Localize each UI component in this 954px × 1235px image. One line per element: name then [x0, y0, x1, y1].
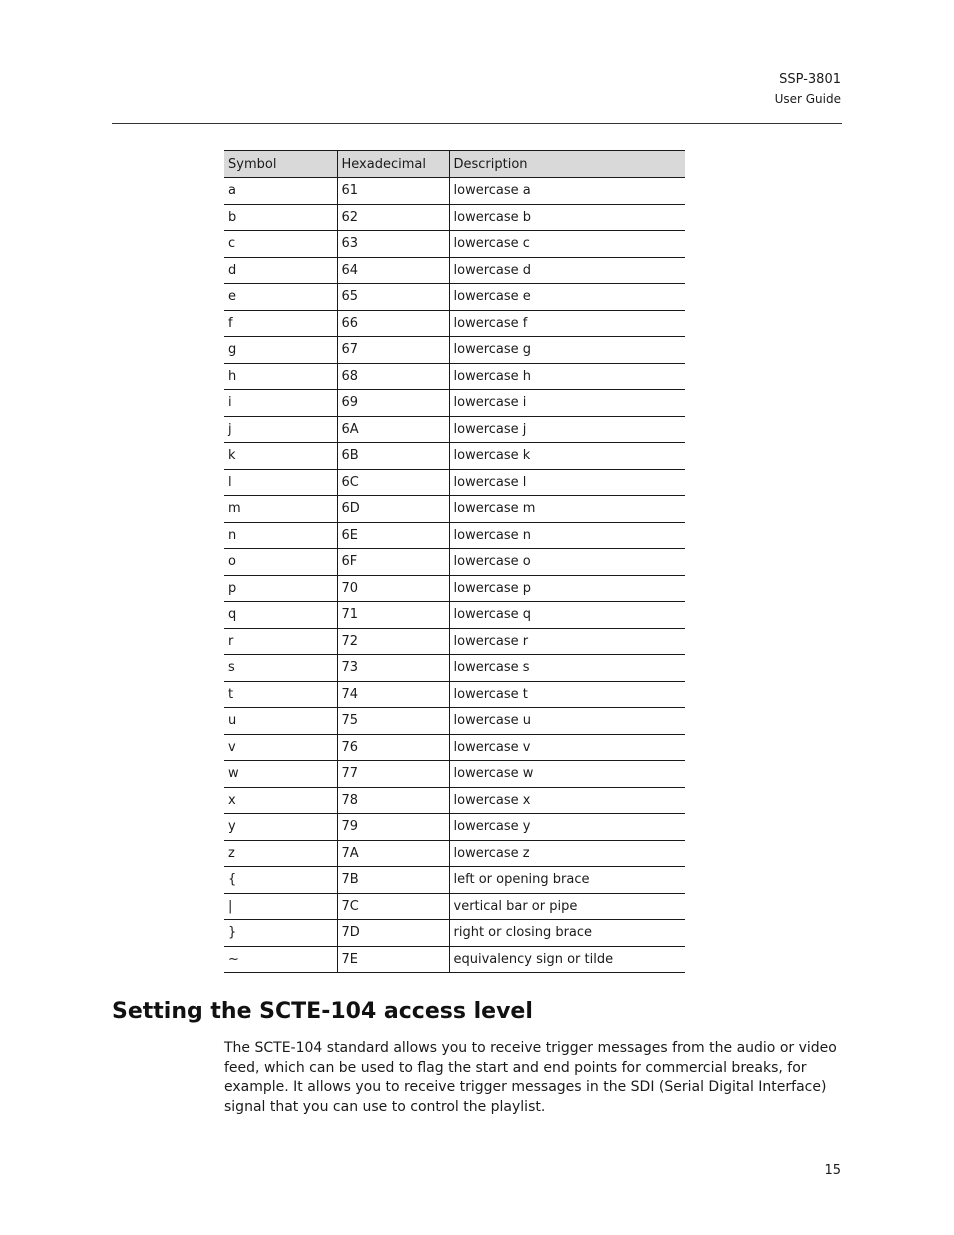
hex-cell: 65 — [337, 284, 449, 311]
table-row — [224, 522, 685, 549]
description-cell: lowercase q — [449, 602, 685, 629]
hex-cell: 6E — [337, 522, 449, 549]
description-cell: lowercase j — [449, 416, 685, 443]
table-row — [224, 681, 685, 708]
hex-cell: 73 — [337, 655, 449, 682]
table-row — [224, 655, 685, 682]
description-cell: lowercase o — [449, 549, 685, 576]
section-body-paragraph: The SCTE-104 standard allows you to receive trigger messages from the audio or video feed, which can be used to flag the start and end points for commercial breaks, for example. It allows you to receive trigger messages in the SDI (Serial Digital Interface) signal that you can use to control the playlist. — [224, 1040, 837, 1116]
hex-cell: 6D — [337, 496, 449, 523]
symbol-cell: { — [224, 867, 337, 894]
symbol-cell: t — [224, 681, 337, 708]
header-product-name: SSP-3801 — [779, 72, 841, 87]
description-cell: lowercase g — [449, 337, 685, 364]
column-header: Symbol — [224, 151, 337, 178]
hex-cell: 63 — [337, 231, 449, 258]
table-header — [224, 151, 685, 178]
table-row — [224, 575, 685, 602]
symbol-cell: q — [224, 602, 337, 629]
description-cell: lowercase a — [449, 178, 685, 205]
table-row — [224, 761, 685, 788]
hex-cell: 72 — [337, 628, 449, 655]
description-cell: lowercase k — [449, 443, 685, 470]
hex-cell: 6B — [337, 443, 449, 470]
description-cell: lowercase x — [449, 787, 685, 814]
description-cell: lowercase c — [449, 231, 685, 258]
character-code-table — [224, 150, 685, 973]
table-row — [224, 708, 685, 735]
table-row — [224, 363, 685, 390]
table-row — [224, 416, 685, 443]
description-cell: left or opening brace — [449, 867, 685, 894]
symbol-cell: b — [224, 204, 337, 231]
hex-cell: 7D — [337, 920, 449, 947]
hex-cell: 66 — [337, 310, 449, 337]
page-number: 15 — [824, 1163, 841, 1178]
hex-cell: 79 — [337, 814, 449, 841]
description-cell: equivalency sign or tilde — [449, 946, 685, 973]
symbol-cell: y — [224, 814, 337, 841]
column-header: Description — [449, 151, 685, 178]
table-row — [224, 946, 685, 973]
symbol-cell: l — [224, 469, 337, 496]
table-row — [224, 178, 685, 205]
symbol-cell: j — [224, 416, 337, 443]
symbol-cell: m — [224, 496, 337, 523]
hex-cell: 68 — [337, 363, 449, 390]
header-divider — [112, 123, 842, 124]
symbol-cell: w — [224, 761, 337, 788]
table-row — [224, 549, 685, 576]
hex-cell: 6F — [337, 549, 449, 576]
hex-cell: 64 — [337, 257, 449, 284]
hex-cell: 71 — [337, 602, 449, 629]
hex-cell: 77 — [337, 761, 449, 788]
header-document-name: User Guide — [774, 92, 841, 106]
hex-cell: 74 — [337, 681, 449, 708]
description-cell: lowercase d — [449, 257, 685, 284]
hex-cell: 7A — [337, 840, 449, 867]
hex-cell: 7C — [337, 893, 449, 920]
symbol-cell: x — [224, 787, 337, 814]
hex-cell: 75 — [337, 708, 449, 735]
table-row — [224, 284, 685, 311]
column-header: Hexadecimal — [337, 151, 449, 178]
table-row — [224, 469, 685, 496]
description-cell: lowercase z — [449, 840, 685, 867]
hex-cell: 7B — [337, 867, 449, 894]
hex-cell: 76 — [337, 734, 449, 761]
symbol-cell: r — [224, 628, 337, 655]
symbol-cell: n — [224, 522, 337, 549]
section-title: Setting the SCTE-104 access level — [112, 999, 533, 1024]
hex-cell: 69 — [337, 390, 449, 417]
description-cell: lowercase f — [449, 310, 685, 337]
table-row — [224, 310, 685, 337]
table-row — [224, 204, 685, 231]
description-cell: lowercase l — [449, 469, 685, 496]
description-cell: lowercase u — [449, 708, 685, 735]
symbol-cell: f — [224, 310, 337, 337]
hex-cell: 62 — [337, 204, 449, 231]
table-row — [224, 814, 685, 841]
hex-cell: 70 — [337, 575, 449, 602]
symbol-cell: a — [224, 178, 337, 205]
symbol-cell: s — [224, 655, 337, 682]
description-cell: vertical bar or pipe — [449, 893, 685, 920]
description-cell: lowercase t — [449, 681, 685, 708]
hex-cell: 6C — [337, 469, 449, 496]
symbol-cell: o — [224, 549, 337, 576]
description-cell: lowercase e — [449, 284, 685, 311]
hex-cell: 61 — [337, 178, 449, 205]
table-row — [224, 390, 685, 417]
hex-cell: 78 — [337, 787, 449, 814]
symbol-cell: v — [224, 734, 337, 761]
hex-cell: 6A — [337, 416, 449, 443]
symbol-cell: c — [224, 231, 337, 258]
description-cell: lowercase v — [449, 734, 685, 761]
symbol-cell: u — [224, 708, 337, 735]
description-cell: right or closing brace — [449, 920, 685, 947]
table-row — [224, 257, 685, 284]
table-row — [224, 496, 685, 523]
symbol-cell: p — [224, 575, 337, 602]
description-cell: lowercase y — [449, 814, 685, 841]
symbol-cell: z — [224, 840, 337, 867]
description-cell: lowercase h — [449, 363, 685, 390]
description-cell: lowercase i — [449, 390, 685, 417]
symbol-cell: i — [224, 390, 337, 417]
table-row — [224, 787, 685, 814]
description-cell: lowercase w — [449, 761, 685, 788]
symbol-cell: k — [224, 443, 337, 470]
symbol-cell: d — [224, 257, 337, 284]
table-body — [224, 178, 685, 973]
hex-cell: 67 — [337, 337, 449, 364]
table-row — [224, 867, 685, 894]
symbol-cell: g — [224, 337, 337, 364]
symbol-cell: h — [224, 363, 337, 390]
description-cell: lowercase s — [449, 655, 685, 682]
table-row — [224, 840, 685, 867]
table-row — [224, 231, 685, 258]
table-row — [224, 628, 685, 655]
table-row — [224, 920, 685, 947]
description-cell: lowercase b — [449, 204, 685, 231]
description-cell: lowercase n — [449, 522, 685, 549]
table-row — [224, 602, 685, 629]
description-cell: lowercase r — [449, 628, 685, 655]
symbol-cell: | — [224, 893, 337, 920]
table-row — [224, 337, 685, 364]
description-cell: lowercase m — [449, 496, 685, 523]
symbol-cell: } — [224, 920, 337, 947]
table-row — [224, 893, 685, 920]
description-cell: lowercase p — [449, 575, 685, 602]
table-row — [224, 734, 685, 761]
symbol-cell: e — [224, 284, 337, 311]
hex-cell: 7E — [337, 946, 449, 973]
symbol-cell: ~ — [224, 946, 337, 973]
table-header-row — [224, 151, 685, 178]
table-row — [224, 443, 685, 470]
